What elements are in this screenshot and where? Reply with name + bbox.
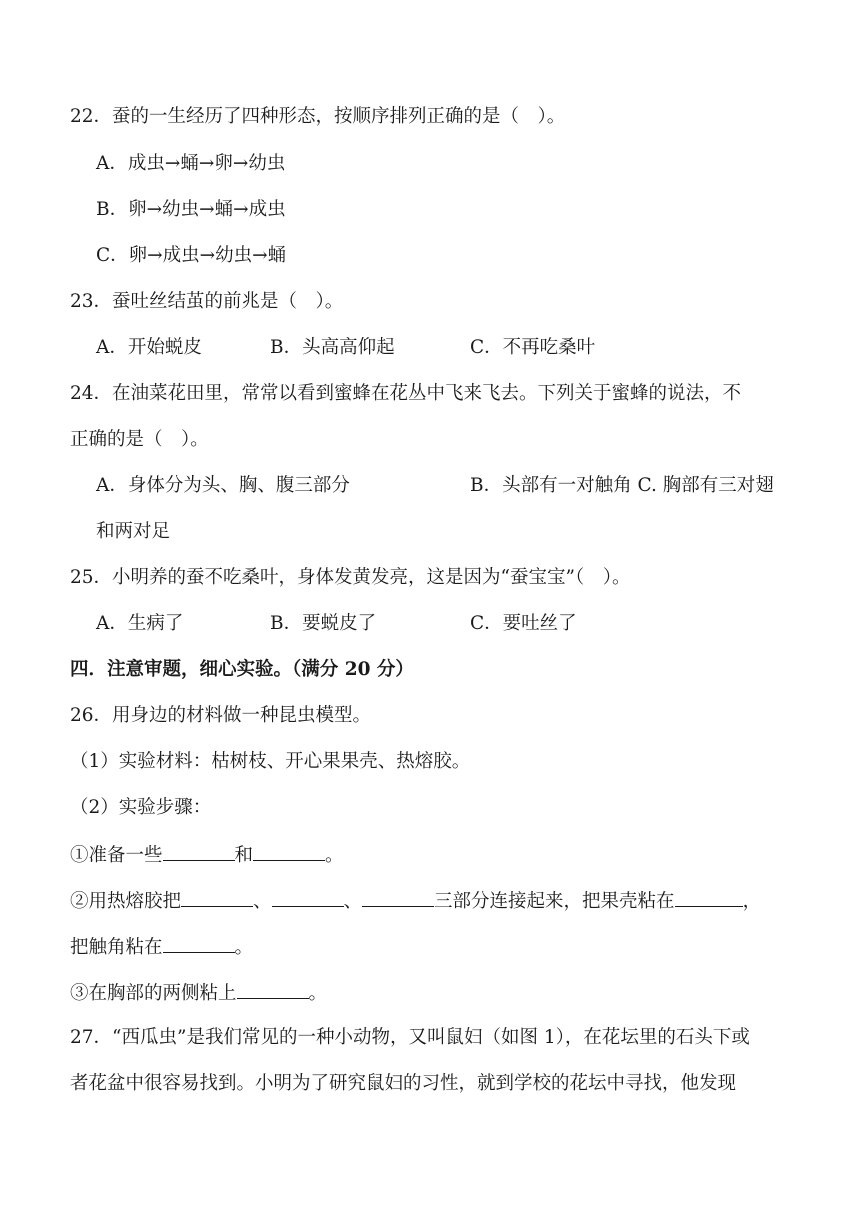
q24-stem-line2: 正确的是（ ）。 (70, 429, 209, 450)
answer-blank[interactable] (253, 842, 325, 861)
step2-text-d: 三部分连接起来，把果壳粘在 (434, 891, 675, 912)
q26-step-1 (70, 842, 344, 868)
step1-text-c: 。 (325, 845, 344, 866)
q26-stem: 26．用身边的材料做一种昆虫模型。 (70, 705, 372, 726)
answer-blank[interactable] (163, 934, 235, 953)
answer-blank[interactable] (675, 888, 743, 907)
step2-text-b: 、 (253, 891, 272, 912)
step2-text-e: ， (742, 891, 762, 912)
step2-text-a: ②用热熔胶把 (70, 891, 182, 912)
q26-step-3 (70, 980, 327, 1006)
q24-option-c-continued: 和两对足 (96, 521, 171, 542)
q23-option-a: A．开始蜕皮 (96, 337, 202, 358)
step1-text-b: 和 (234, 845, 254, 866)
q25-stem: 25．小明养的蚕不吃桑叶，身体发黄发亮，这是因为“蚕宝宝”（ ）。 (70, 567, 631, 588)
q26-materials: （1）实验材料：枯树枝、开心果果壳、热熔胶。 (70, 751, 471, 772)
q22-option-a: A．成虫→蛹→卵→幼虫 (96, 153, 286, 174)
step1-text-a: ①准备一些 (70, 845, 163, 866)
q27-line2: 者花盆中很容易找到。小明为了研究鼠妇的习性，就到学校的花坛中寻找，他发现 (70, 1073, 737, 1094)
step2-text-c: 、 (343, 891, 363, 912)
step2-text-f: 把触角粘在 (70, 937, 163, 958)
q24-option-a: A．身体分为头、胸、腹三部分 (96, 475, 350, 496)
section-heading: 四．注意审题，细心实验。（满分 20 分） (70, 659, 414, 680)
step3-text-a: ③在胸部的两侧粘上 (70, 983, 237, 1004)
q26-steps-label: （2）实验步骤： (70, 797, 212, 818)
q22-option-b: B．卵→幼虫→蛹→成虫 (96, 199, 286, 220)
answer-blank[interactable] (181, 888, 253, 907)
q26-step-2 (70, 888, 761, 914)
answer-blank[interactable] (362, 888, 434, 907)
q24-option-b: B．头部有一对触角 C. 胸部有三对翅 (470, 475, 774, 496)
answer-blank[interactable] (163, 842, 235, 861)
step3-text-b: 。 (308, 983, 328, 1004)
q24-stem-line1: 24．在油菜花田里，常常以看到蜜蜂在花丛中飞来飞去。下列关于蜜蜂的说法，不 (70, 383, 742, 404)
q25-option-b: B．要蜕皮了 (270, 613, 377, 634)
q22-option-c: C．卵→成虫→幼虫→蛹 (96, 245, 287, 266)
q22-stem: 22．蚕的一生经历了四种形态，按顺序排列正确的是（ ）。 (70, 106, 566, 127)
answer-blank[interactable] (272, 888, 344, 907)
answer-blank[interactable] (237, 980, 309, 999)
q23-option-b: B．头高高仰起 (270, 337, 395, 358)
q27-line1: 27．“西瓜虫”是我们常见的一种小动物，又叫鼠妇（如图 1），在花坛里的石头下或 (70, 1027, 750, 1048)
q23-stem: 23．蚕吐丝结茧的前兆是（ ）。 (70, 291, 344, 312)
q25-option-a: A．生病了 (96, 613, 184, 634)
q26-step-2-continued (70, 934, 253, 960)
step2-text-g: 。 (234, 937, 254, 958)
q25-option-c: C．要吐丝了 (470, 613, 577, 634)
q23-option-c: C．不再吃桑叶 (470, 337, 596, 358)
